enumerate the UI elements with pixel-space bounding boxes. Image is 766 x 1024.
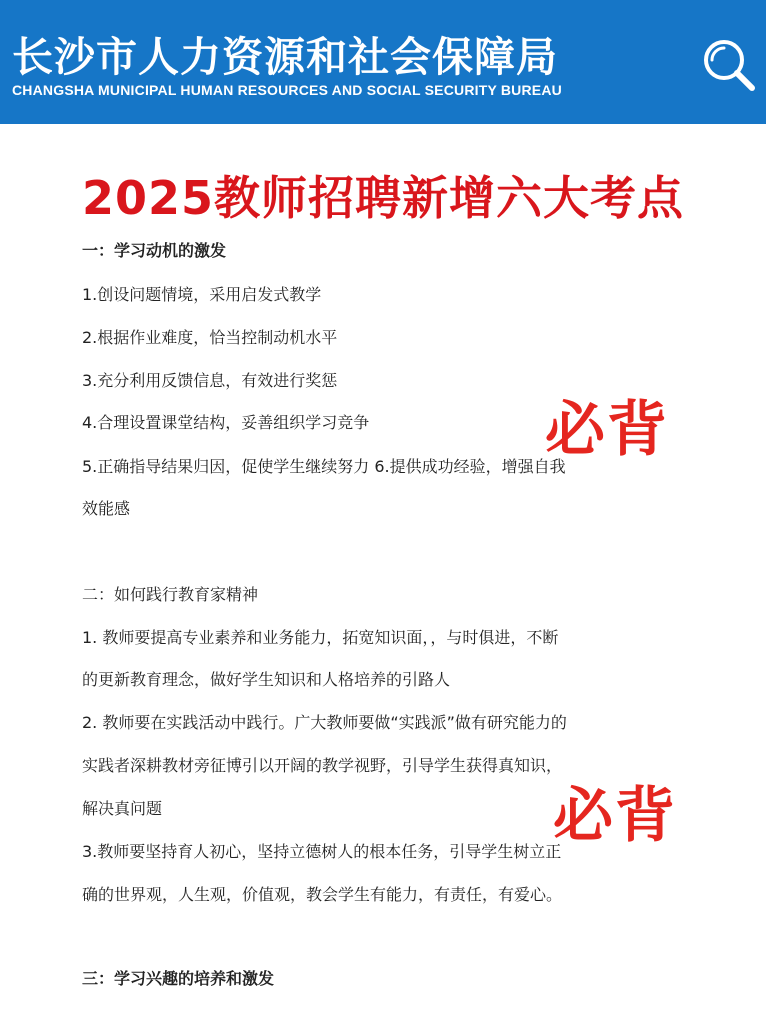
must-memorize-stamp: 必背 [545, 395, 669, 465]
must-memorize-stamp: 必背 [553, 781, 677, 851]
paragraph-line: 2. 教师要在实践活动中践行。广大教师要做“实践派”做有研究能力的 [82, 713, 567, 732]
search-icon [698, 34, 758, 94]
list-item: 1.创设问题情境，采用启发式教学 [82, 285, 322, 304]
paragraph-line: 实践者深耕教材旁征博引以开阔的教学视野，引导学生获得真知识， [82, 756, 563, 775]
section-heading: 一：学习动机的激发 [82, 241, 227, 260]
list-item: 2.根据作业难度，恰当控制动机水平 [82, 328, 338, 347]
search-button[interactable] [698, 34, 758, 94]
page-headline: 2025教师招聘新增六大考点 [81, 171, 685, 225]
list-item: 3.充分利用反馈信息，有效进行奖惩 [82, 371, 338, 390]
bureau-title: 长沙市人力资源和社会保障局 [12, 33, 558, 81]
bureau-subtitle: CHANGSHA MUNICIPAL HUMAN RESOURCES AND SOCIAL SECURITY BUREAU [12, 82, 562, 98]
section-heading: 三：学习兴趣的培养和激发 [82, 969, 275, 988]
section-heading: 二：如何践行教育家精神 [82, 585, 259, 604]
list-item: 效能感 [82, 499, 131, 518]
list-item: 5.正确指导结果归因，促使学生继续努力 6.提供成功经验，增强自我 [82, 457, 566, 476]
paragraph-line: 3.教师要坚持育人初心，坚持立德树人的根本任务，引导学生树立正 [82, 842, 562, 861]
paragraph-line: 的更新教育理念，做好学生知识和人格培养的引路人 [82, 670, 451, 689]
site-header [0, 0, 766, 124]
paragraph-line: 1. 教师要提高专业素养和业务能力，拓宽知识面，，与时俱进，不断 [82, 628, 559, 647]
paragraph-line: 解决真问题 [82, 799, 163, 818]
paragraph-line: 确的世界观，人生观，价值观，教会学生有能力，有责任，有爱心。 [82, 885, 563, 904]
list-item: 4.合理设置课堂结构，妥善组织学习竞争 [82, 413, 370, 432]
